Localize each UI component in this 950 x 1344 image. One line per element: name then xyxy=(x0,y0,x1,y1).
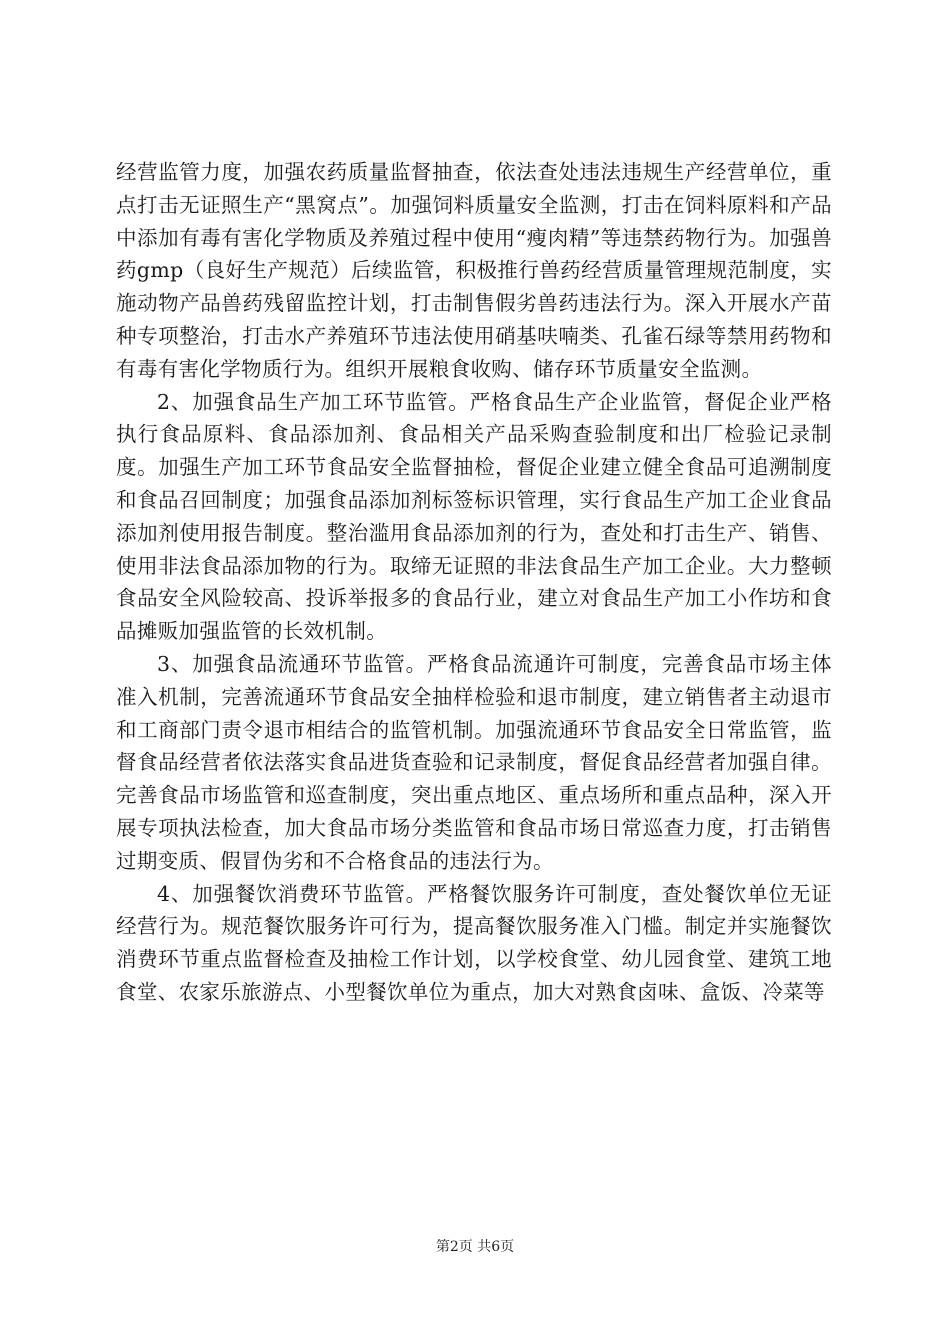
page-number-label: 第2页 共6页 xyxy=(435,1239,515,1255)
paragraph-4: 4、加强餐饮消费环节监管。严格餐饮服务许可制度，查处餐饮单位无证经营行为。规范餐饮服务许可行为，提高餐饮服务准入门槛。制定并实施餐饮消费环节重点监督检查及抽检工作计划，以学校食堂、幼儿园食堂、建筑工地食堂、农家乐旅游点、小型餐饮单位为重点，加大对熟食卤味、盒饭、冷菜等 xyxy=(116,881,832,1004)
paragraph-2: 2、加强食品生产加工环节监管。严格食品生产企业监管，督促企业严格执行食品原料、食品添加剂、食品相关产品采购查验制度和出厂检验记录制度。加强生产加工环节食品安全监督抽检，督促企业建立健全食品可追溯制度和食品召回制度；加强食品添加剂标签标识管理，实行食品生产加工企业食品添加剂使用报告制度。整治滥用食品添加剂的行为，查处和打击生产、销售、使用非法食品添加物的行为。取缔无证照的非法食品生产加工企业。大力整顿食品安全风险较高、投诉举报多的食品行业，建立对食品生产加工小作坊和食品摊贩加强监管的长效机制。 xyxy=(116,389,832,644)
paragraph-3: 3、加强食品流通环节监管。严格食品流通许可制度，完善食品市场主体准入机制，完善流通环节食品安全抽样检验和退市制度，建立销售者主动退市和工商部门责令退市相结合的监管机制。加强流通环节食品安全日常监管，监督食品经营者依法落实食品进货查验和记录制度，督促食品经营者加强自律。完善食品市场监管和巡查制度，突出重点地区、重点场所和重点品种，深入开展专项执法检查，加大食品市场分类监管和食品市场日常巡查力度，打击销售过期变质、假冒伪劣和不合格食品的违法行为。 xyxy=(116,651,832,873)
document-body xyxy=(116,156,832,1009)
paragraph-1: 经营监管力度，加强农药质量监督抽查，依法查处违法违规生产经营单位，重点打击无证照生产“黑窝点”。加强饲料质量安全监测，打击在饲料原料和产品中添加有毒有害化学物质及养殖过程中使用“瘦肉精”等违禁药物行为。加强兽药gmp（良好生产规范）后续监管，积极推行兽药经营质量管理规范制度，实施动物产品兽药残留监控计划，打击制售假劣兽药违法行为。深入开展水产苗种专项整治，打击水产养殖环节违法使用硝基呋喃类、孔雀石绿等禁用药物和有毒有害化学物质行为。组织开展粮食收购、储存环节质量安全监测。 xyxy=(116,160,832,381)
page-footer xyxy=(0,1238,950,1256)
